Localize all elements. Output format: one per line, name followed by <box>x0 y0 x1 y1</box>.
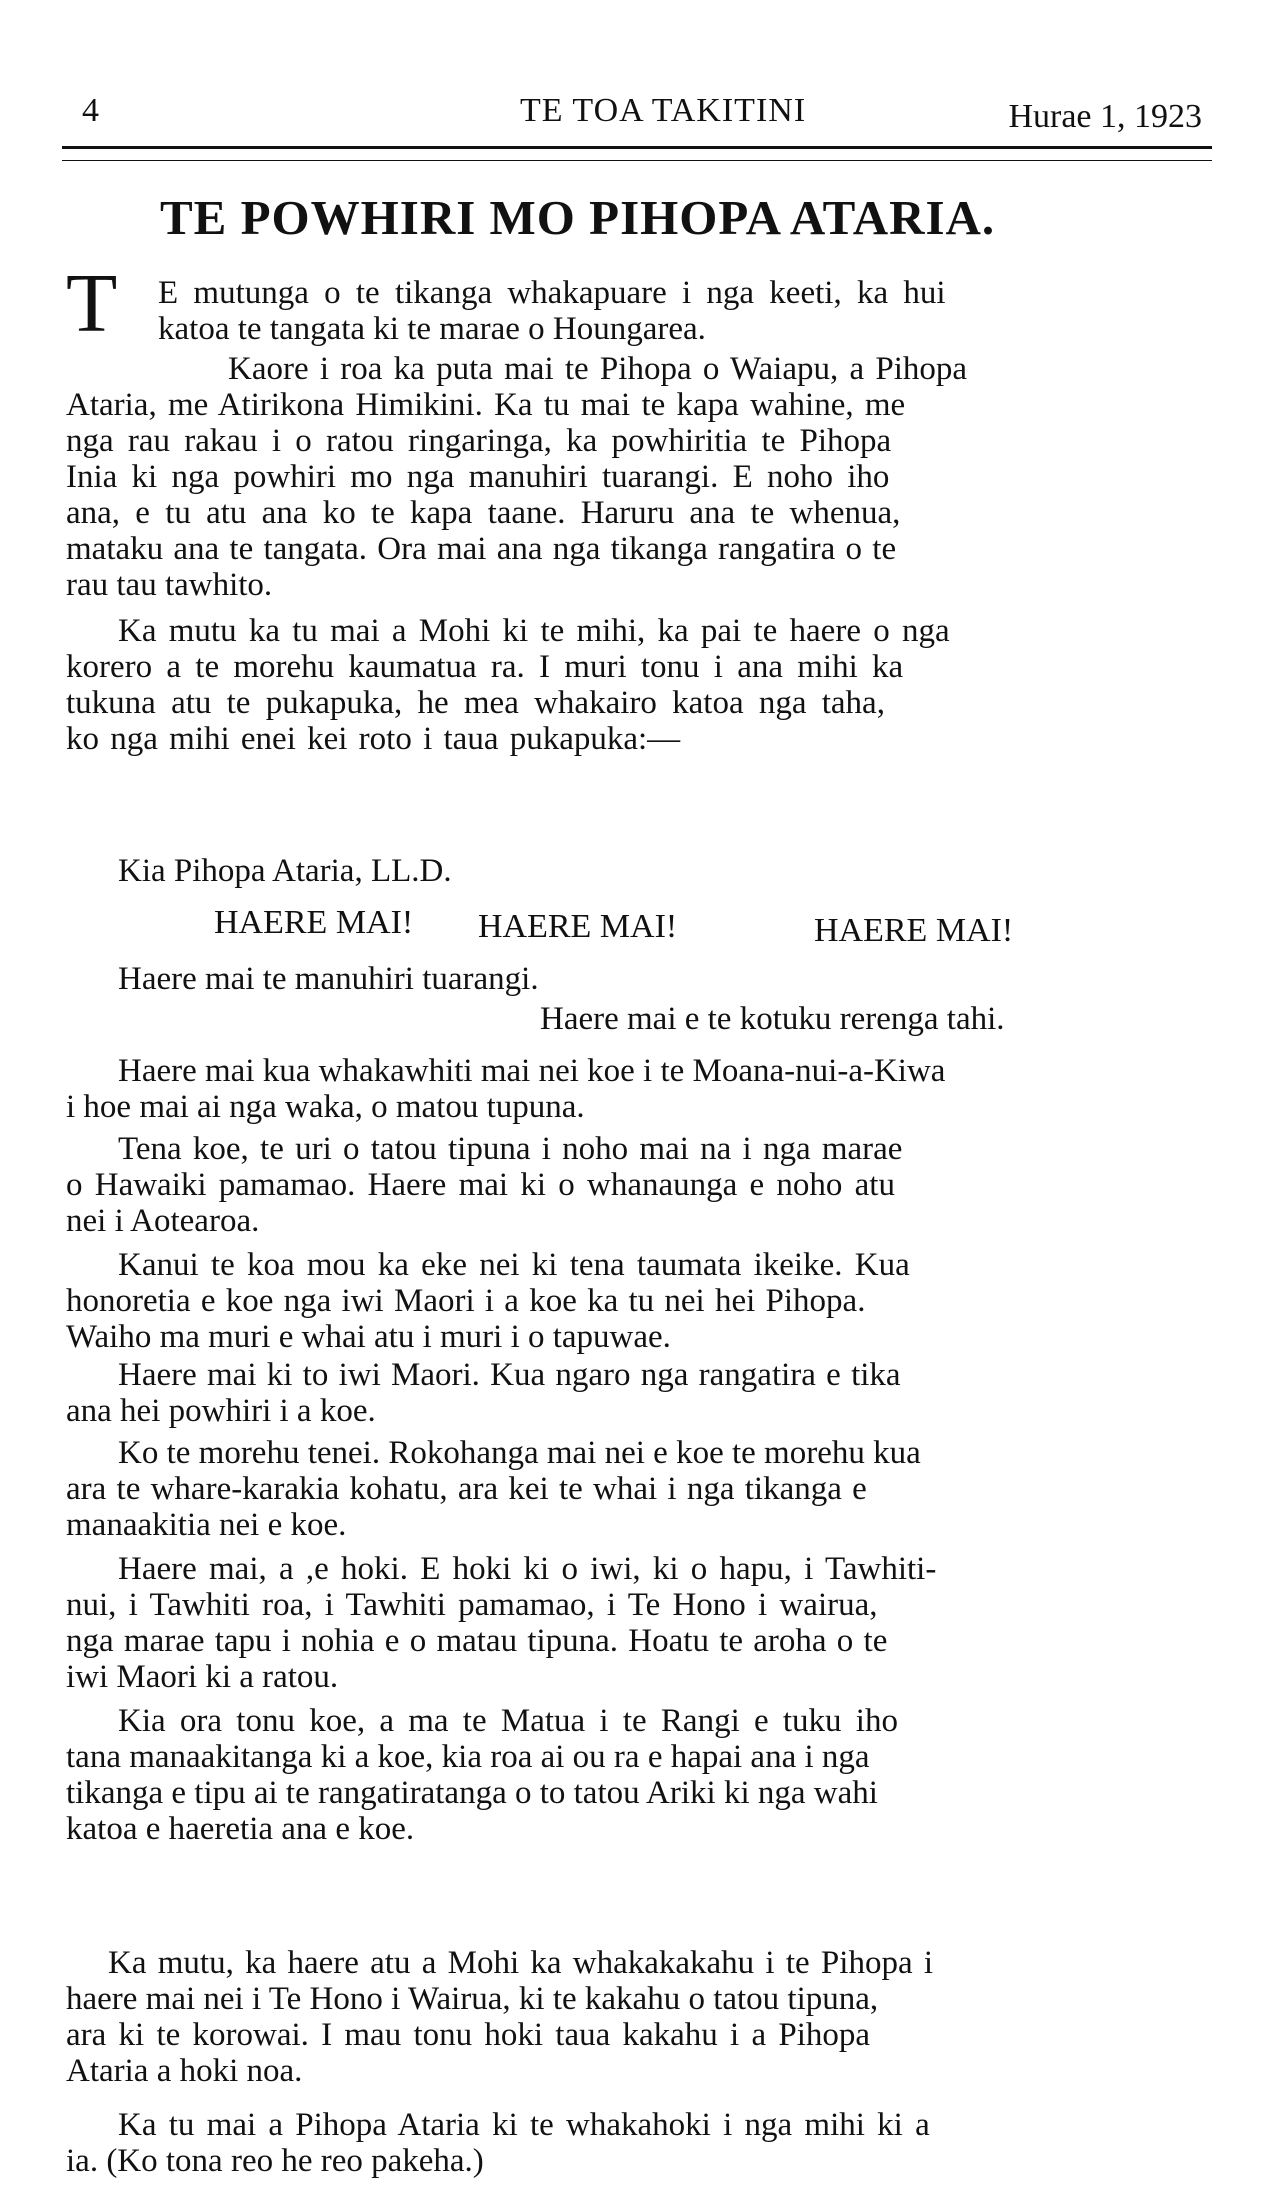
header-rule-thick <box>62 146 1212 149</box>
greeting-1: HAERE MAI! <box>214 904 414 941</box>
page-number: 4 <box>82 92 99 129</box>
text-line: nga marae tapu i nohia e o matau tipuna. Hoatu te aroha o te <box>66 1623 888 1659</box>
text-line: korero a te morehu kaumatua ra. I muri tonu i ana mihi ka <box>66 649 904 685</box>
text-line: ana hei powhiri i a koe. <box>66 1393 376 1429</box>
text-line: Haere mai, a ,e hoki. E hoki ki o iwi, ki o hapu, i Tawhiti- <box>118 1551 937 1587</box>
greeting-3: HAERE MAI! <box>814 912 1014 949</box>
text-line: mataku ana te tangata. Ora mai ana nga tikanga rangatira o te <box>66 531 897 567</box>
text-line: tana manaakitanga ki a koe, kia roa ai ou ra e hapai ana i nga <box>66 1739 870 1775</box>
page-header <box>62 88 1212 134</box>
article-title: TE POWHIRI MO PIHOPA ATARIA. <box>160 190 996 245</box>
text-line: Haere mai te manuhiri tuarangi. <box>118 961 539 997</box>
text-line: Ka mutu ka tu mai a Mohi ki te mihi, ka pai te haere o nga <box>118 613 950 649</box>
text-line: tikanga e tipu ai te rangatiratanga o to tatou Ariki ki nga wahi <box>66 1775 878 1811</box>
text-line: Ataria a hoki noa. <box>66 2053 303 2089</box>
text-line: Haere mai ki to iwi Maori. Kua ngaro nga rangatira e tika <box>118 1357 901 1393</box>
text-line: E mutunga o te tikanga whakapuare i nga keeti, ka hui <box>158 275 946 311</box>
text-line: tukuna atu te pukapuka, he mea whakairo katoa nga taha, <box>66 685 885 721</box>
text-line: ia. (Ko tona reo he reo pakeha.) <box>66 2143 484 2179</box>
text-line: nui, i Tawhiti roa, i Tawhiti pamamao, i Te Hono i wairua, <box>66 1587 878 1623</box>
text-line: Waiho ma muri e whai atu i muri i o tapuwae. <box>66 1319 671 1355</box>
text-line: ana, e tu atu ana ko te kapa taane. Haruru ana te whenua, <box>66 495 901 531</box>
text-line: katoa e haeretia ana e koe. <box>66 1811 415 1847</box>
text-line: Haere mai kua whakawhiti mai nei koe i te Moana-nui-a-Kiwa <box>118 1053 946 1089</box>
text-line: ara ki te korowai. I mau tonu hoki taua kakahu i a Pihopa <box>66 2017 871 2053</box>
text-line: Inia ki nga powhiri mo nga manuhiri tuarangi. E noho iho <box>66 459 890 495</box>
text-line: Kanui te koa mou ka eke nei ki tena taumata ikeike. Kua <box>118 1247 910 1283</box>
text-line: ko nga mihi enei kei roto i taua pukapuka:— <box>66 721 681 757</box>
text-line: nei i Aotearoa. <box>66 1203 260 1239</box>
text-line: Kaore i roa ka puta mai te Pihopa o Waiapu, a Pihopa <box>228 351 968 387</box>
text-line: Ataria, me Atirikona Himikini. Ka tu mai te kapa wahine, me <box>66 387 906 423</box>
text-line: rau tau tawhito. <box>66 567 273 603</box>
text-line: Kia ora tonu koe, a ma te Matua i te Rangi e tuku iho <box>118 1703 898 1739</box>
text-line: Ka tu mai a Pihopa Ataria ki te whakahoki i nga mihi ki a <box>118 2107 930 2143</box>
header-rule-thin <box>62 160 1212 161</box>
text-line: i hoe mai ai nga waka, o matou tupuna. <box>66 1089 585 1125</box>
text-line: ara te whare-karakia kohatu, ara kei te whai i nga tikanga e <box>66 1471 867 1507</box>
text-line: o Hawaiki pamamao. Haere mai ki o whanaunga e noho atu <box>66 1167 895 1203</box>
text-line: Ka mutu, ka haere atu a Mohi ka whakakakahu i te Pihopa i <box>108 1945 934 1981</box>
text-line: honoretia e koe nga iwi Maori i a koe ka tu nei hei Pihopa. <box>66 1283 866 1319</box>
text-line: manaakitia nei e koe. <box>66 1507 347 1543</box>
drop-cap: T <box>66 257 118 350</box>
address-salutation: Kia Pihopa Ataria, LL.D. <box>118 853 452 889</box>
greeting-2: HAERE MAI! <box>478 908 678 945</box>
issue-date: Hurae 1, 1923 <box>1008 98 1202 135</box>
text-line: iwi Maori ki a ratou. <box>66 1659 339 1695</box>
text-line: nga rau rakau i o ratou ringaringa, ka powhiritia te Pihopa <box>66 423 892 459</box>
text-line: katoa te tangata ki te marae o Houngarea. <box>158 311 706 347</box>
text-line: Ko te morehu tenei. Rokohanga mai nei e koe te morehu kua <box>118 1435 921 1471</box>
text-line: haere mai nei i Te Hono i Wairua, ki te kakahu o tatou tipuna, <box>66 1981 879 2017</box>
text-line: Haere mai e te kotuku rerenga tahi. <box>540 1001 1005 1037</box>
text-line: Tena koe, te uri o tatou tipuna i noho mai na i nga marae <box>118 1131 903 1167</box>
masthead-title: TE TOA TAKITINI <box>520 92 807 129</box>
